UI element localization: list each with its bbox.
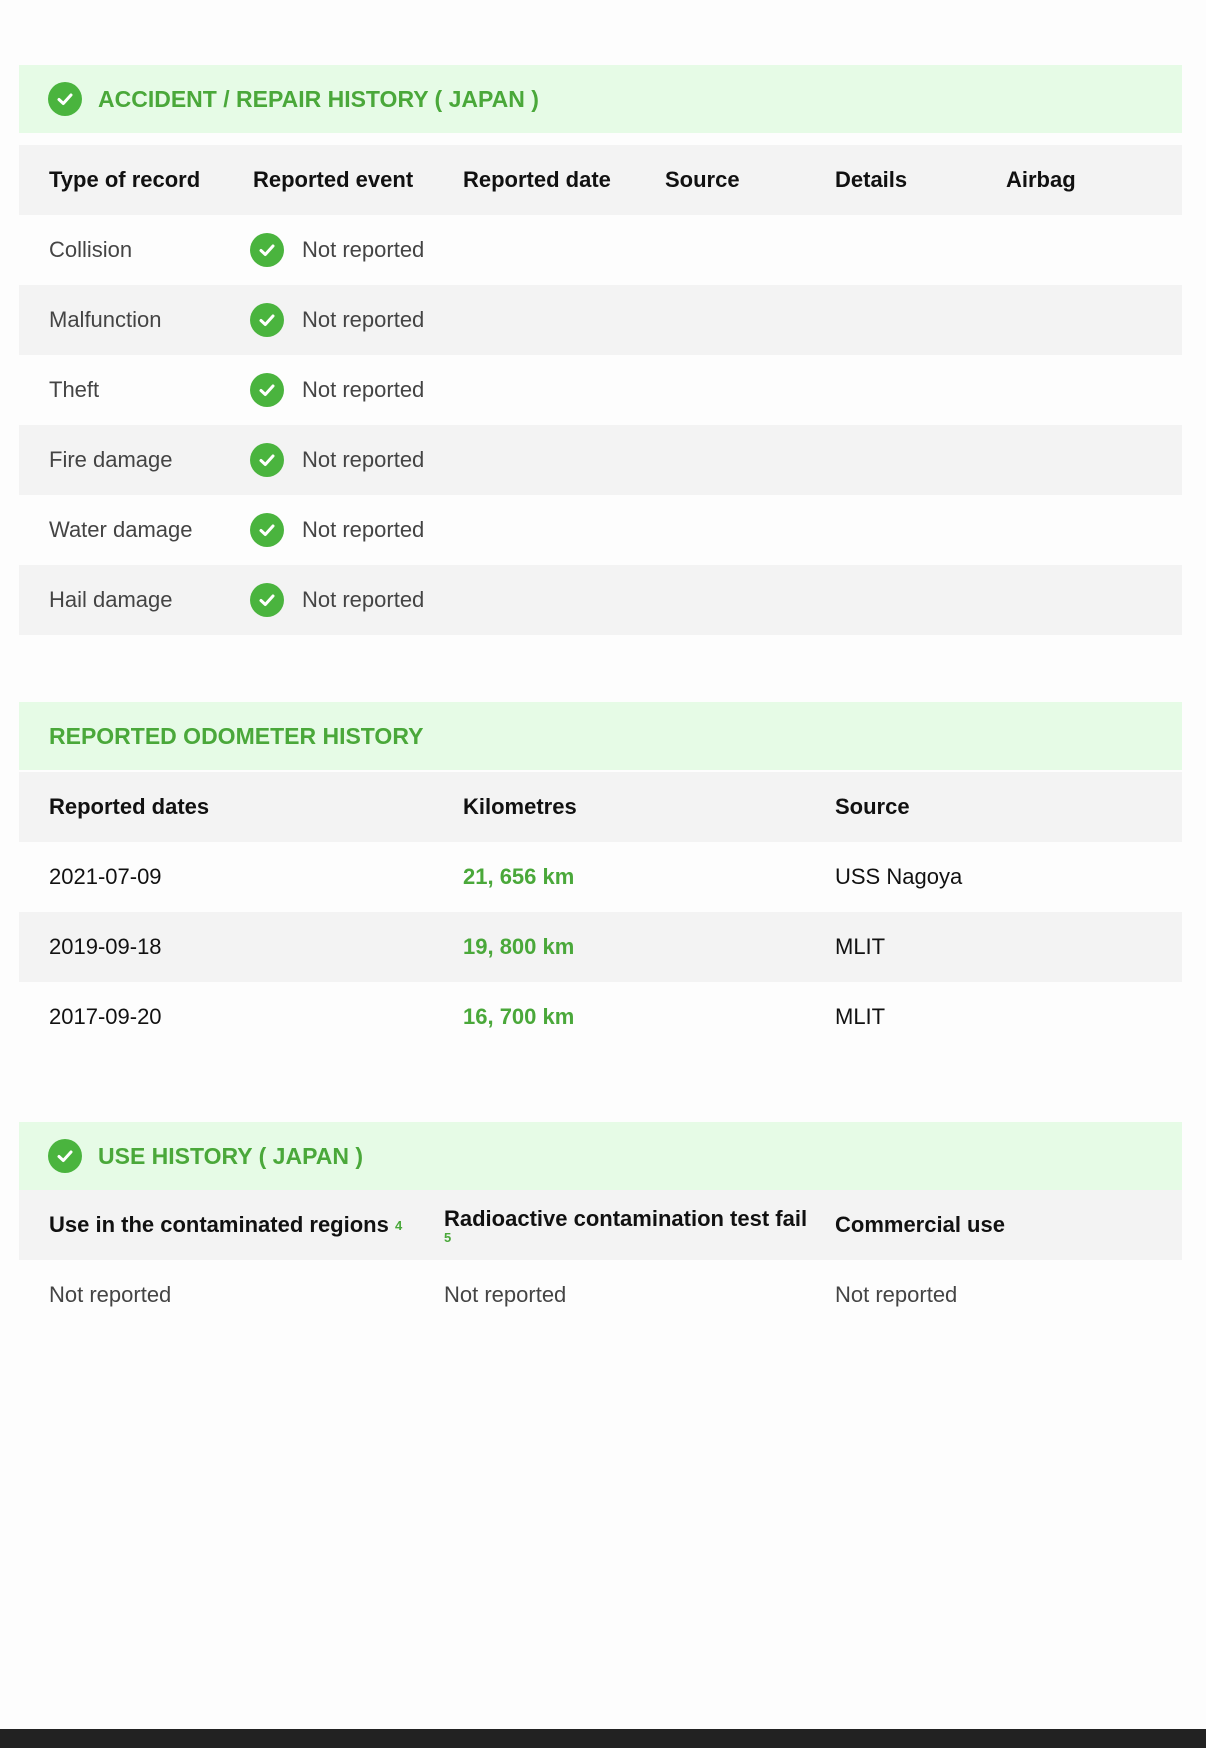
record-event: Not reported <box>302 587 425 612</box>
footnote-5[interactable]: 5 <box>444 1230 452 1245</box>
col-radioactive-test <box>444 1190 807 1260</box>
table-row <box>19 842 1182 912</box>
record-type: Fire damage <box>49 447 173 472</box>
col-reported-event: Reported event <box>253 167 414 192</box>
footnote-4[interactable]: 4 <box>394 1217 403 1233</box>
record-type: Collision <box>49 237 133 262</box>
odometer-source: MLIT <box>835 1004 886 1029</box>
col-reported-date: Reported date <box>463 167 611 192</box>
col-commercial-use: Commercial use <box>835 1212 1005 1237</box>
record-type: Theft <box>49 377 100 402</box>
table-row <box>19 495 1182 565</box>
odometer-km: 19, 800 km <box>463 934 575 959</box>
record-type: Hail damage <box>49 587 173 612</box>
table-row <box>19 355 1182 425</box>
accident-section <box>19 65 1182 635</box>
col-contaminated-regions <box>49 1190 402 1260</box>
col-reported-dates: Reported dates <box>49 794 210 819</box>
table-row <box>19 912 1182 982</box>
accident-title: ACCIDENT / REPAIR HISTORY ( JAPAN ) <box>98 85 539 112</box>
record-event: Not reported <box>302 517 425 542</box>
record-event: Not reported <box>302 447 425 472</box>
col-source: Source <box>665 167 740 192</box>
check-circle-icon <box>250 373 284 407</box>
odometer-km: 16, 700 km <box>463 1004 575 1029</box>
table-row <box>19 425 1182 495</box>
check-circle-icon <box>250 233 284 267</box>
odometer-header-row <box>19 772 1182 842</box>
odometer-date: 2019-09-18 <box>49 934 162 959</box>
odometer-source: USS Nagoya <box>835 864 963 889</box>
use-header-row <box>19 1190 1182 1260</box>
col-kilometres: Kilometres <box>463 794 577 819</box>
col-airbag: Airbag <box>1006 167 1076 192</box>
record-type: Water damage <box>49 517 193 542</box>
odometer-date: 2021-07-09 <box>49 864 162 889</box>
check-circle-icon <box>250 443 284 477</box>
check-circle-icon <box>250 513 284 547</box>
odometer-title: REPORTED ODOMETER HISTORY <box>49 722 424 749</box>
check-circle-icon <box>250 303 284 337</box>
record-event: Not reported <box>302 307 425 332</box>
table-row <box>19 982 1182 1052</box>
check-circle-icon <box>48 1139 82 1173</box>
odometer-km: 21, 656 km <box>463 864 575 889</box>
accident-banner <box>19 65 1182 133</box>
use-title: USE HISTORY ( JAPAN ) <box>98 1142 363 1169</box>
record-event: Not reported <box>302 237 425 262</box>
table-row <box>19 215 1182 285</box>
col-details: Details <box>835 167 908 192</box>
table-row <box>19 285 1182 355</box>
use-banner <box>19 1122 1182 1190</box>
use-contaminated-value: Not reported <box>49 1282 172 1307</box>
odometer-section <box>19 702 1182 1052</box>
accident-header-row <box>19 145 1182 215</box>
use-commercial-value: Not reported <box>835 1282 958 1307</box>
table-row <box>19 565 1182 635</box>
use-section <box>19 1122 1182 1330</box>
use-radioactive-value: Not reported <box>444 1282 567 1307</box>
record-type: Malfunction <box>49 307 162 332</box>
col-contaminated-regions-label: Use in the contaminated regions <box>49 1212 389 1237</box>
col-radioactive-test-label: Radioactive contamination test fail <box>444 1206 808 1231</box>
odometer-date: 2017-09-20 <box>49 1004 162 1029</box>
bottom-bar <box>0 1729 1206 1748</box>
table-row <box>19 1260 1182 1330</box>
odometer-banner <box>19 702 1182 770</box>
col-source: Source <box>835 794 910 819</box>
record-event: Not reported <box>302 377 425 402</box>
col-type-of-record: Type of record <box>49 167 201 192</box>
odometer-source: MLIT <box>835 934 886 959</box>
check-circle-icon <box>48 82 82 116</box>
check-circle-icon <box>250 583 284 617</box>
